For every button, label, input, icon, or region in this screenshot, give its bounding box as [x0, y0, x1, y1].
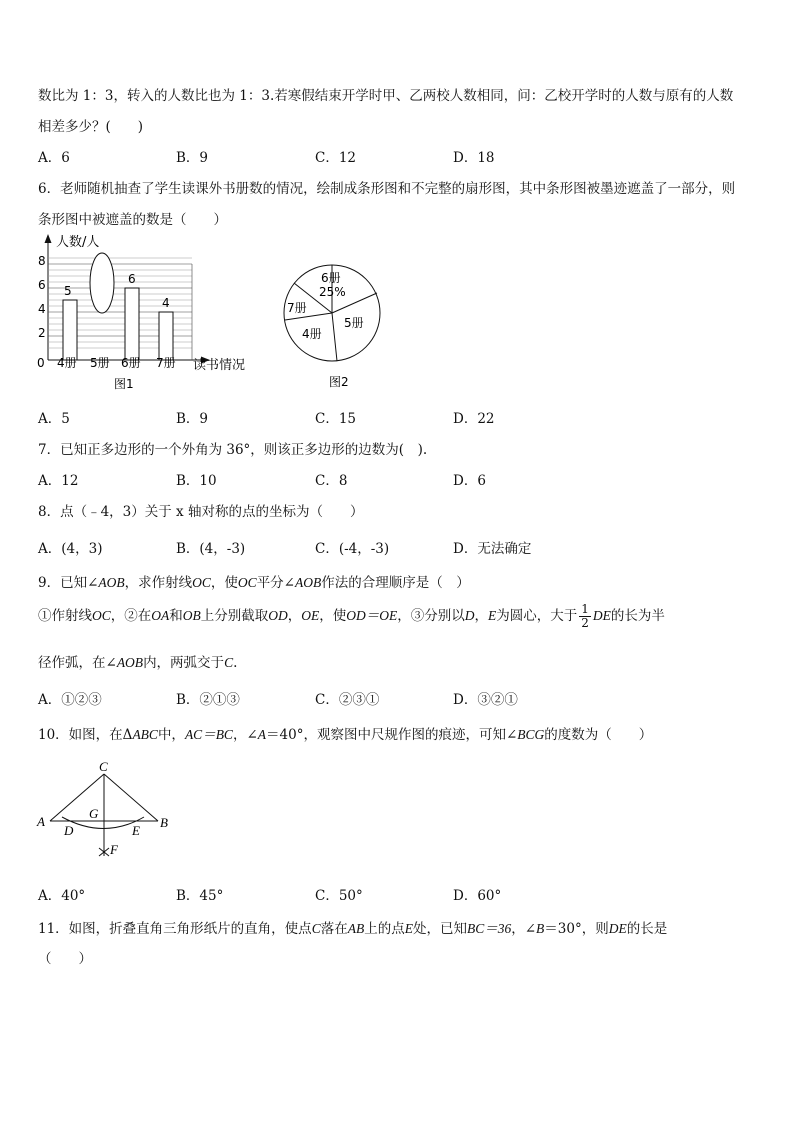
pie-label-25pct: 25% [319, 285, 346, 299]
q5-option-b[interactable]: B．9 [176, 150, 209, 166]
bar-0 [63, 300, 77, 360]
xtick-6ce: 6册 [121, 356, 141, 370]
q10-option-b[interactable]: B．45° [176, 888, 224, 904]
q5-option-d[interactable]: D．18 [453, 150, 495, 166]
q7-option-c[interactable]: C．8 [315, 473, 348, 489]
q7-text: 7．已知正多边形的一个外角为 36°，则该正多边形的边数为( ). [38, 442, 428, 458]
fraction-one-half: $\frac{1}{2}$ [581, 602, 589, 630]
ytick-0: 0 [37, 356, 45, 370]
q6-option-b[interactable]: B．9 [176, 411, 209, 427]
y-axis-arrow [45, 234, 52, 243]
pie-label-6ce: 6册 [321, 271, 341, 285]
label-A: A [37, 814, 45, 829]
q6-option-d[interactable]: D．22 [453, 411, 495, 427]
q5-option-a[interactable]: A．6 [38, 150, 70, 166]
q11-text-line2: （ ） [38, 951, 92, 967]
label-F: F [110, 842, 118, 857]
q9-option-a[interactable]: A．①②③ [38, 692, 102, 708]
xtick-7ce: 7册 [156, 356, 176, 370]
ytick-2: 2 [38, 326, 46, 340]
q10-option-d[interactable]: D．60° [453, 888, 502, 904]
bar-2 [125, 288, 139, 360]
q5-text-line2: 相差多少？( ) [38, 119, 144, 135]
q10-option-a[interactable]: A．40° [38, 888, 86, 904]
q7-option-b[interactable]: B．10 [176, 473, 217, 489]
ytick-6: 6 [38, 278, 46, 292]
q8-option-c[interactable]: C．(-4，-3) [315, 541, 390, 557]
q9-text-line2: ①作射线OC，②在OA和OB上分别截取OD，OE，使OD＝OE，③分别以D，E为圆心，大于 $\frac{1}{2}$ DE的长为半 [38, 602, 665, 630]
ytick-4: 4 [38, 302, 46, 316]
q6-option-a[interactable]: A．5 [38, 411, 70, 427]
xtick-4ce: 4册 [57, 356, 77, 370]
bar-label-6ce: 6 [128, 272, 136, 286]
triangle-construction-figure [34, 756, 184, 866]
bar-chart-xlabel: 读书情况 [193, 358, 246, 373]
label-C: C [99, 759, 108, 774]
label-G: G [89, 806, 99, 821]
pie-label-4ce: 4册 [302, 327, 322, 341]
side-CB [104, 774, 158, 821]
q8-text: 8．点（﹣4，3）关于 x 轴对称的点的坐标为（ ） [38, 504, 364, 520]
q5-option-c[interactable]: C．12 [315, 150, 357, 166]
q9-option-d[interactable]: D．③②① [453, 692, 518, 708]
bar-chart-ylabel: 人数/人 [56, 235, 100, 250]
pie-chart-caption: 图2 [329, 375, 349, 389]
q10-option-c[interactable]: C．50° [315, 888, 363, 904]
q7-option-a[interactable]: A．12 [38, 473, 79, 489]
q11-text-line1: 11．如图，折叠直角三角形纸片的直角，使点C落在AB上的点E处，已知BC＝36，∠B＝30°，则DE的长是 [38, 921, 668, 937]
q9-text-line1: 9．已知∠AOB，求作射线OC，使OC平分∠AOB作法的合理顺序是（ ） [38, 575, 470, 591]
q8-option-a[interactable]: A．(4，3) [38, 541, 103, 557]
q6-text-line1: 6．老师随机抽查了学生读课外书册数的情况，绘制成条形图和不完整的扇形图，其中条形图被墨迹遮盖了一部分，则 [38, 181, 736, 197]
q7-option-d[interactable]: D．6 [453, 473, 486, 489]
pie-label-7ce: 7册 [287, 301, 307, 315]
q8-option-d[interactable]: D．无法确定 [453, 541, 532, 557]
pie-chart-figure [280, 258, 390, 394]
label-E: E [132, 823, 140, 838]
bar-chart-figure [30, 232, 270, 396]
ink-blot [90, 253, 114, 313]
q6-text-line2: 条形图中被遮盖的数是（ ） [38, 212, 227, 228]
q5-text-line1: 数比为 1：3，转入的人数比也为 1：3.若寒假结束开学时甲、乙两校人数相同，问：乙校开学时的人数与原有的人数 [38, 88, 734, 104]
pie-label-5ce: 5册 [344, 316, 364, 330]
q6-option-c[interactable]: C．15 [315, 411, 357, 427]
bar-3 [159, 312, 173, 360]
q8-option-b[interactable]: B．(4，-3) [176, 541, 246, 557]
bar-label-7ce: 4 [162, 296, 170, 310]
bar-chart-caption: 图1 [114, 377, 134, 391]
ytick-8: 8 [38, 254, 46, 268]
bar-label-4ce: 5 [64, 284, 72, 298]
q10-text: 10．如图，在ΔABC中，AC＝BC，∠A＝40°，观察图中尺规作图的痕迹，可知∠BCG的度数为（ ） [38, 727, 653, 743]
q9-option-c[interactable]: C．②③① [315, 692, 380, 708]
label-B: B [160, 815, 168, 830]
label-D: D [64, 823, 74, 838]
q9-option-b[interactable]: B．②①③ [176, 692, 240, 708]
q9-text-line3: 径作弧，在∠AOB内，两弧交于C. [38, 655, 238, 671]
xtick-5ce: 5册 [90, 356, 110, 370]
